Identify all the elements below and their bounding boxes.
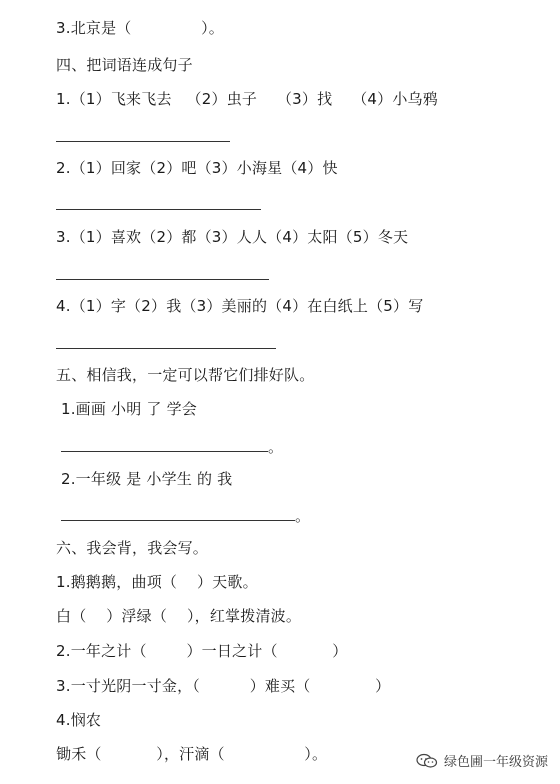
answer-line (61, 520, 295, 521)
section-five-q1: 1.画画 小明 了 学会 (56, 400, 197, 418)
section-six-q4-line: 锄禾（ ），汗滴（ ）。 (56, 745, 328, 763)
answer-line (56, 348, 276, 349)
section-six-q2: 2.一年之计（ ）一日之计（ ） (56, 642, 348, 660)
period-mark: 。 (268, 438, 284, 456)
section-four-q4: 4.（1）字（2）我（3）美丽的（4）在白纸上（5）写 (56, 297, 424, 315)
question-beijing: 3.北京是（ ）。 (56, 19, 224, 37)
answer-line (56, 209, 261, 210)
section-six-q4-title: 4.悯农 (56, 711, 102, 729)
section-five-q2: 2.一年级 是 小学生 的 我 (56, 470, 233, 488)
section-six-q1: 1.鹅鹅鹅，曲项（ ）天歌。 (56, 573, 258, 591)
section-five-heading: 五、相信我，一定可以帮它们排好队。 (56, 366, 315, 384)
section-four-heading: 四、把词语连成句子 (56, 56, 193, 74)
section-six-q1-line2: 白（ ）浮绿（ ），红掌拨清波。 (56, 607, 302, 625)
answer-line (56, 279, 269, 280)
section-six-q3: 3.一寸光阴一寸金，（ ）难买（ ） (56, 677, 391, 695)
answer-line (61, 451, 268, 452)
period-mark: 。 (295, 507, 311, 525)
answer-line (56, 141, 230, 142)
section-four-q1: 1.（1）飞来飞去 （2）虫子 （3）找 （4）小乌鸦 (56, 90, 438, 108)
watermark-text: 绿色圃一年级资源 (443, 755, 548, 770)
section-four-q2: 2.（1）回家（2）吧（3）小海星（4）快 (56, 159, 338, 177)
section-six-heading: 六、我会背，我会写。 (56, 539, 209, 557)
wechat-icon (416, 753, 438, 769)
watermark (416, 751, 548, 770)
section-four-q3: 3.（1）喜欢（2）都（3）人人（4）太阳（5）冬天 (56, 228, 409, 246)
